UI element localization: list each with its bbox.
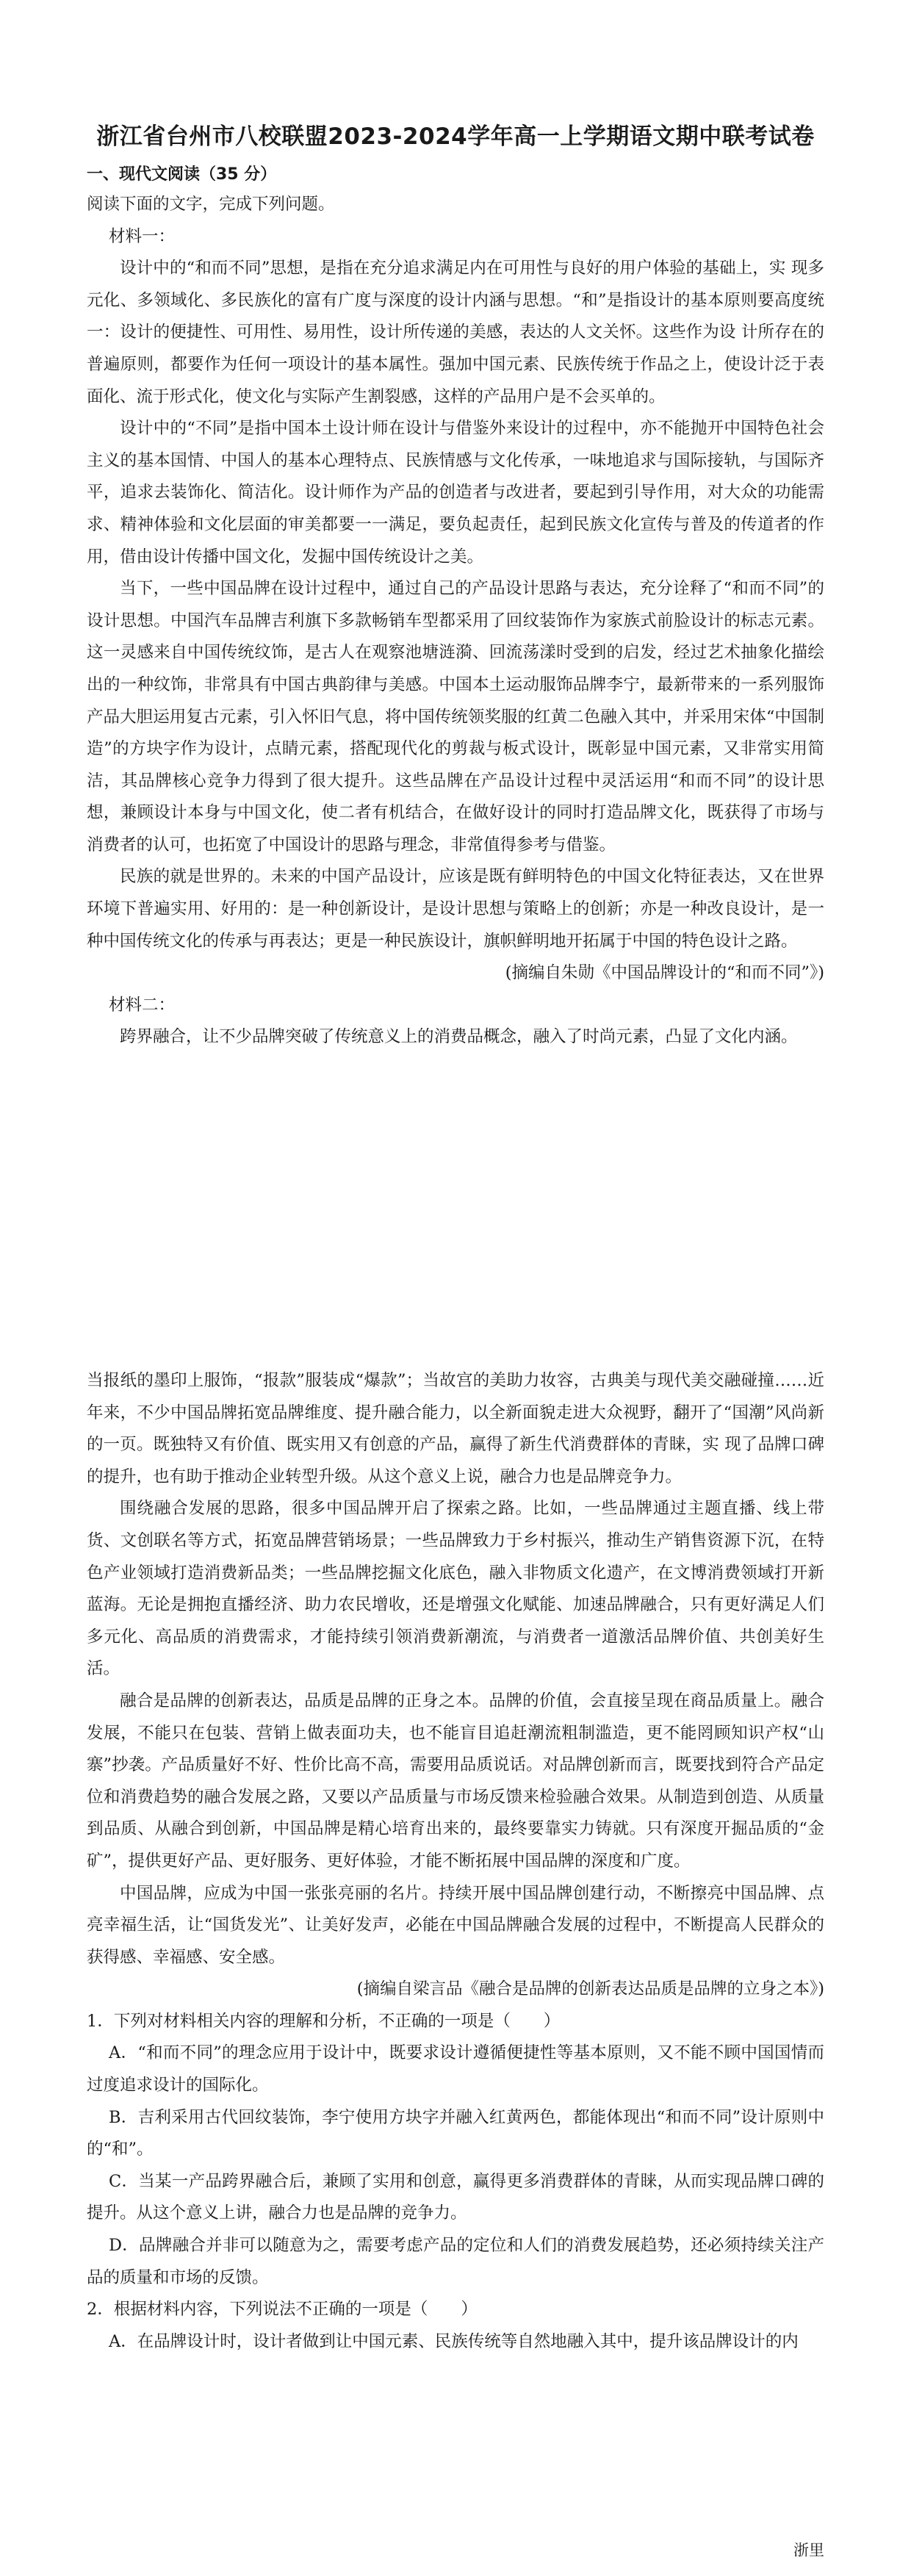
material1-paragraph: 设计中的“和而不同”思想，是指在充分追求满足内在可用性与良好的用户体验的基础上，实 现多元化、多领域化、多民族化的富有广度与深度的设计内涵与思想。“和”是指设计的基本原则要高度统一：设计的便捷性、可用性、易用性，设计所传递的美感，表达的人文关怀。这些作为设 计所存在的普遍原则，都要作为任何一项设计的基本属性。强加中国元素、民族传统于作品之上，使设计泛于表面化、流于形式化，使文化与实际产生割裂感，这样的产品用户是不会买单的。 [87,259,824,406]
question-stem: 2．根据材料内容，下列说法不正确的一项是（ ） [87,2300,478,2320]
question-option: B．吉利采用古代回纹装饰，李宁使用方块字并融入红黄两色，都能体现出“和而不同”设计原则中的“和”。 [87,2107,824,2159]
material1-paragraph: 民族的就是世界的。未来的中国产品设计，应该是既有鲜明特色的中国文化特征表达，又在世界环境下普遍实用、好用的：是一种创新设计，是设计思想与策略上的创新；亦是一种改良设计，是一种中国传统文化的传承与再表达；更是一种民族设计，旗帜鲜明地开拓属于中国的特色设计之路。 [87,867,824,951]
material2-paragraph: 融合是品牌的创新表达，品质是品牌的正身之本。品牌的价值，会直接呈现在商品质量上。融合发展，不能只在包装、营销上做表面功夫，也不能盲目追赶潮流粗制滥造，更不能罔顾知识产权“山寨”抄袭。产品质量好不好、性价比高不高，需要用品质说话。对品牌创新而言，既要找到符合产品定位和消费趋势的融合发展之路，又要以产品质量与市场反馈来检验融合效果。从制造到创造、从质量到品质、从融合到创新，中国品牌是精心培育出来的，最终要靠实力铸就。只有深度开掘品质的“金矿”，提供更好产品、更好服务、更好体验，才能不断拓展中国品牌的深度和广度。 [87,1691,824,1871]
instructions: 阅读下面的文字，完成下列问题。 [87,195,335,214]
question-option: A．在品牌设计时，设计者做到让中国元素、民族传统等自然地融入其中，提升该品牌设计的内 [109,2331,799,2351]
question-option: A．“和而不同”的理念应用于设计中，既要求设计遵循便捷性等基本原则，又不能不顾中国国情而过度追求设计的国际化。 [87,2043,824,2095]
section-heading: 一、现代文阅读（35 分） [87,165,277,184]
material1-paragraph: 当下，一些中国品牌在设计过程中，通过自己的产品设计思路与表达，充分诠释了“和而不同”的设计思想。中国汽车品牌吉利旗下多款畅销车型都采用了回纹装饰作为家族式前脸设计的标志元素。这一灵感来自中国传统纹饰，是古人在观察池塘涟漪、回流荡漾时受到的启发，经过艺术抽象化描绘出的一种纹饰，非常具有中国古典韵律与美感。中国本土运动服饰品牌李宁，最新带来的一系列服饰产品大胆运用复古元素，引入怀旧气息，将中国传统领奖服的红黄二色融入其中，并采用宋体“中国制造”的方块字作为设计，点睛元素，搭配现代化的剪裁与板式设计，既彰显中国元素，又非常实用简洁，其品牌核心竞争力得到了很大提升。这些品牌在产品设计过程中灵活运用“和而不同”的设计思想，兼顾设计本身与中国文化，使二者有机结合，在做好设计的同时打造品牌文化，既获得了市场与消费者的认可，也拓宽了中国设计的思路与理念，非常值得参考与借鉴。 [87,579,824,855]
material1-source: (摘编自朱勋《中国品牌设计的“和而不同”》) [505,963,824,983]
material2-label: 材料二： [109,995,176,1015]
material1-paragraph: 设计中的“不同”是指中国本土设计师在设计与借鉴外来设计的过程中，亦不能抛开中国特色社会主义的基本国情、中国人的基本心理特点、民族情感与文化传承，一味地追求与国际接轨，与国际齐平，追求去装饰化、简洁化。设计师作为产品的创造者与改进者，要起到引导作用，对大众的功能需求、精神体验和文化层面的审美都要一一满足，要负起责任，起到民族文化宣传与普及的传道者的作用，借由设计传播中国文化，发掘中国传统设计之美。 [87,419,824,566]
reading-block-1 [87,189,824,1054]
material2-paragraph: 跨界融合，让不少品牌突破了传统意义上的消费品概念，融入了时尚元素，凸显了文化内涵。 [120,1027,798,1047]
material2-paragraph: 围绕融合发展的思路，很多中国品牌开启了探索之路。比如，一些品牌通过主题直播、线上带货、文创联名等方式，拓宽品牌营销场景；一些品牌致力于乡村振兴，推动生产销售资源下沉，在特色产业领域打造消费新品类；一些品牌挖掘文化底色，融入非物质文化遗产，在文博消费领域打开新蓝海。无论是拥抱直播经济、助力农民增收，还是增强文化赋能、加速品牌融合，只有更好满足人们多元化、高品质的消费需求，才能持续引领消费新潮流，与消费者一道激活品牌价值、共创美好生活。 [87,1499,824,1679]
question-option: C．当某一产品跨界融合后，兼顾了实用和创意，赢得更多消费群体的青睐，从而实现品牌口碑的提升。从这个意义上讲，融合力也是品牌的竞争力。 [87,2171,824,2223]
material2-paragraph: 中国品牌，应成为中国一张张亮丽的名片。持续开展中国品牌创建行动，不断擦亮中国品牌、点亮幸福生活，让“国货发光”、让美好发声，必能在中国品牌融合发展的过程中，不断提高人民群众的获得感、幸福感、安全感。 [87,1883,824,1967]
question-stem: 1．下列对材料相关内容的理解和分析，不正确的一项是（ ） [87,2011,561,2031]
question-option: D．品牌融合并非可以随意为之，需要考虑产品的定位和人们的消费发展趋势，还必须持续关注产品的质量和市场的反馈。 [87,2236,824,2287]
reading-block-2 [87,1365,824,2358]
material1-label: 材料一： [109,226,176,246]
material2-paragraph: 当报纸的墨印上服饰，“报款”服装成“爆款”；当故宫的美助力妆容，古典美与现代美交融碰撞……近年来，不少中国品牌拓宽品牌维度、提升融合能力，以全新面貌走进大众视野，翻开了“国潮”风尚新的一页。既独特又有价值、既实用又有创意的产品，赢得了新生代消费群体的青睐，实 现了品牌口碑的提升，也有助于推动企业转型升级。从这个意义上说，融合力也是品牌竞争力。 [87,1371,824,1486]
material2-source: (摘编自梁言品《融合是品牌的创新表达品质是品牌的立身之本》) [356,1979,824,1999]
page-title: 浙江省台州市八校联盟2023-2024学年高一上学期语文期中联考试卷 [96,123,815,150]
page-footer: 浙里 [793,2541,824,2559]
